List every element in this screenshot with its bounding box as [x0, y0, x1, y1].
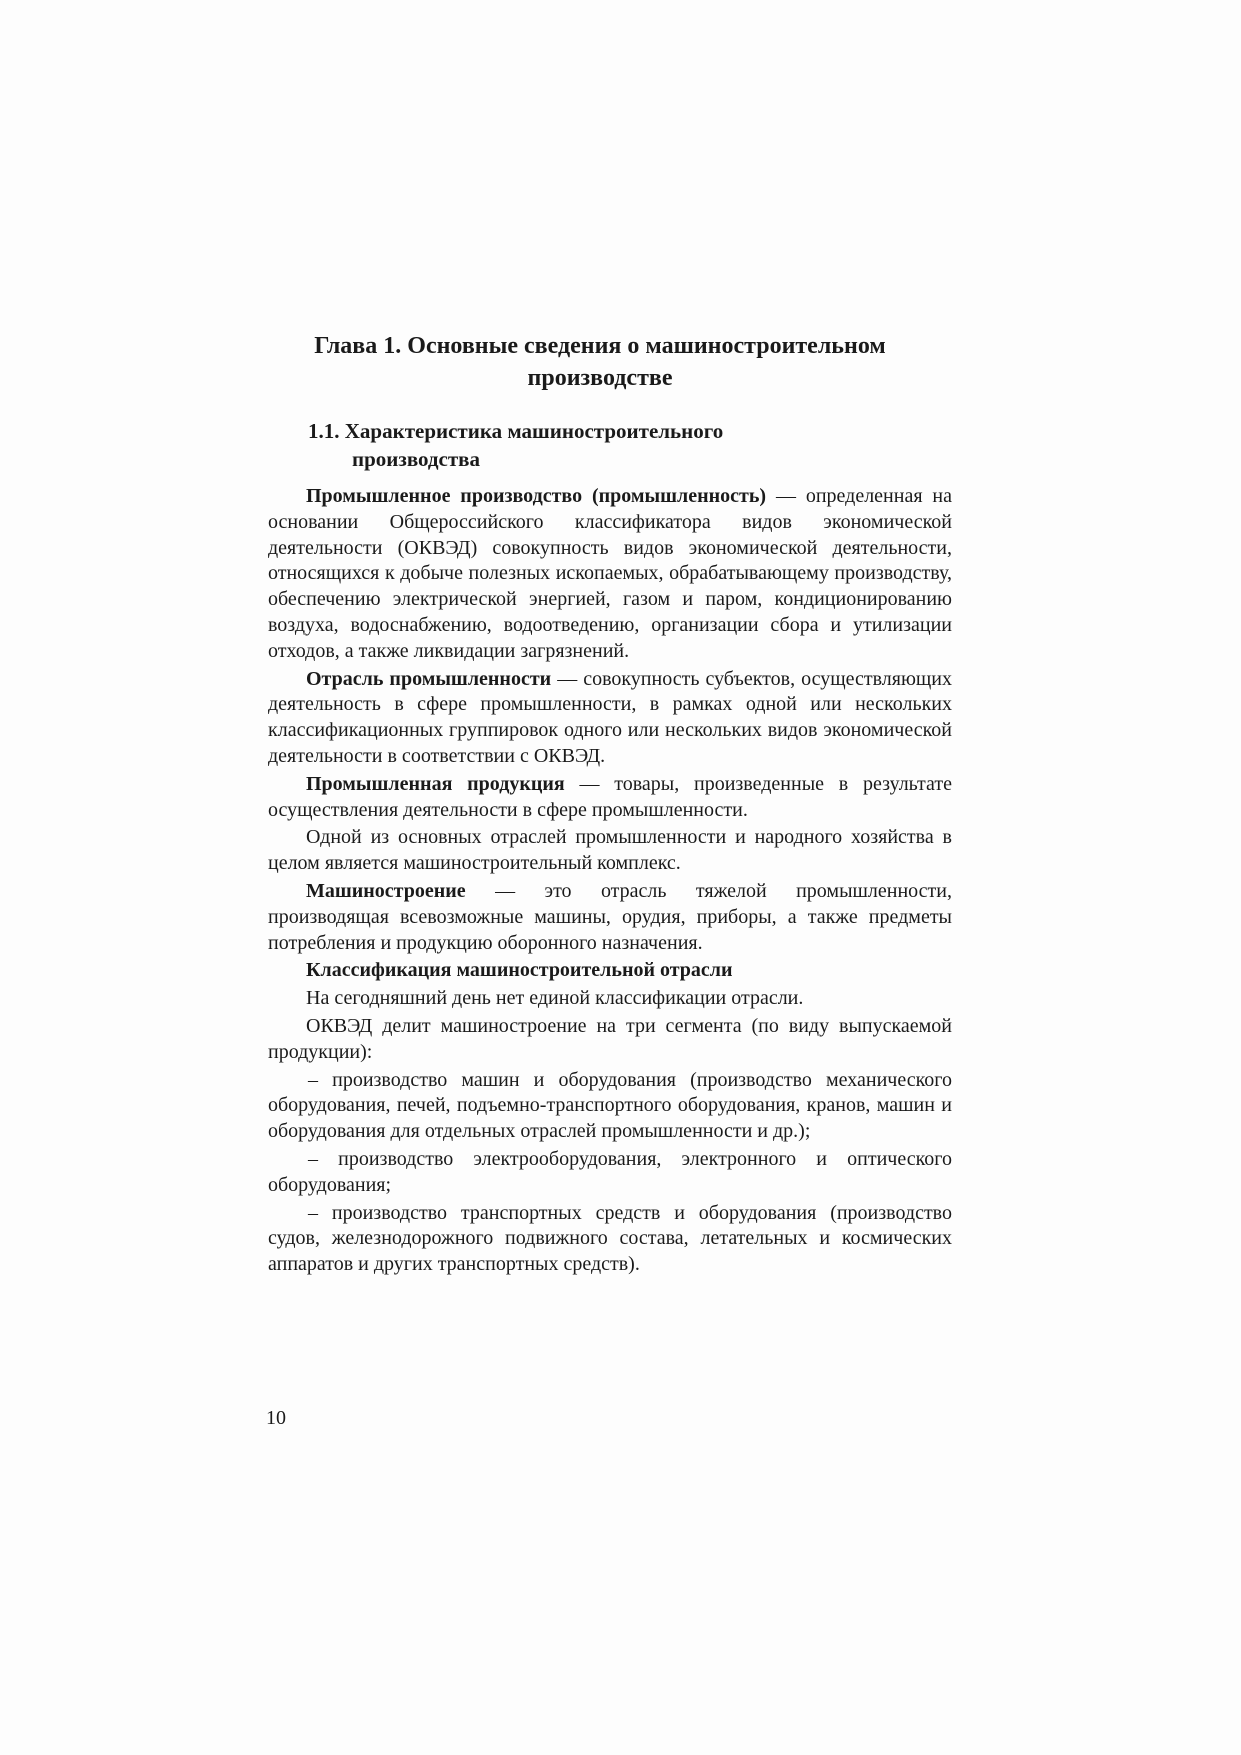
classification-heading: Классификация машиностроительной отрасли: [306, 959, 733, 982]
paragraph-machine-building: [268, 879, 952, 956]
classification-intro: На сегодняшний день нет единой классификации отрасли.: [306, 987, 804, 1010]
classification-okved: ОКВЭД делит машиностроение на три сегмента (по виду выпускаемой продукции):: [268, 1014, 952, 1063]
list-item: – производство машин и оборудования (производство механического оборудования, печей, подъемно-транспортного оборудования, кранов, машин и оборудования для отдельных отраслей промышленности и др.);: [268, 1068, 952, 1143]
section-title: [308, 417, 868, 473]
term: Промышленная продукция: [306, 772, 565, 795]
term: Отрасль промышленности: [306, 667, 552, 690]
paragraph-industrial-production: [268, 484, 952, 665]
chapter-title: Глава 1. Основные сведения о машиностроительном производстве: [314, 333, 886, 391]
paragraph-machine-complex: [268, 825, 952, 877]
term: Машиностроение: [306, 879, 466, 902]
definition: — это отрасль тяжелой промышленности, производящая всевозможные машины, орудия, приборы, а также предметы потребления и продукцию оборонного назначения.: [268, 879, 952, 954]
paragraph-industry-branch: [268, 667, 952, 770]
paragraph-industrial-products: [268, 772, 952, 824]
term: Промышленное производство (промышленность): [306, 485, 767, 507]
page-number: 10: [266, 1407, 286, 1429]
section-title-line2: производства: [352, 447, 481, 471]
definition: — товары, произведенные в результате осуществления деятельности в сфере промышленности.: [268, 772, 952, 821]
definition: — совокупность субъектов, осуществляющих деятельность в сфере промышленности, в рамках одной или нескольких классификационных группировок одного или нескольких видов экономической деятельности в соответствии с ОКВЭД.: [268, 667, 952, 767]
section-title-line1: 1.1. Характеристика машиностроительного: [308, 419, 724, 443]
list-item: – производство транспортных средств и оборудования (производство судов, железнодорожного подвижного состава, летательных и космических аппаратов и других транспортных средств).: [268, 1201, 952, 1276]
body-text: [268, 484, 952, 1280]
paragraph-text: Одной из основных отраслей промышленности и народного хозяйства в целом является машиностроительный комплекс.: [268, 826, 952, 875]
list-item: – производство электрооборудования, электронного и оптического оборудования;: [268, 1147, 952, 1196]
definition: — определенная на основании Общероссийского классификатора видов экономической деятельности (ОКВЭД) совокупность видов экономической деятельности, относящихся к добыче полезных ископаемых, обрабатывающему производству, обеспечению электрической энергией, газом и паром, кондиционированию воздуха, водоснабжению, водоотведению, организации сбора и утилизации отходов, а также ликвидации загрязнений.: [268, 485, 952, 662]
